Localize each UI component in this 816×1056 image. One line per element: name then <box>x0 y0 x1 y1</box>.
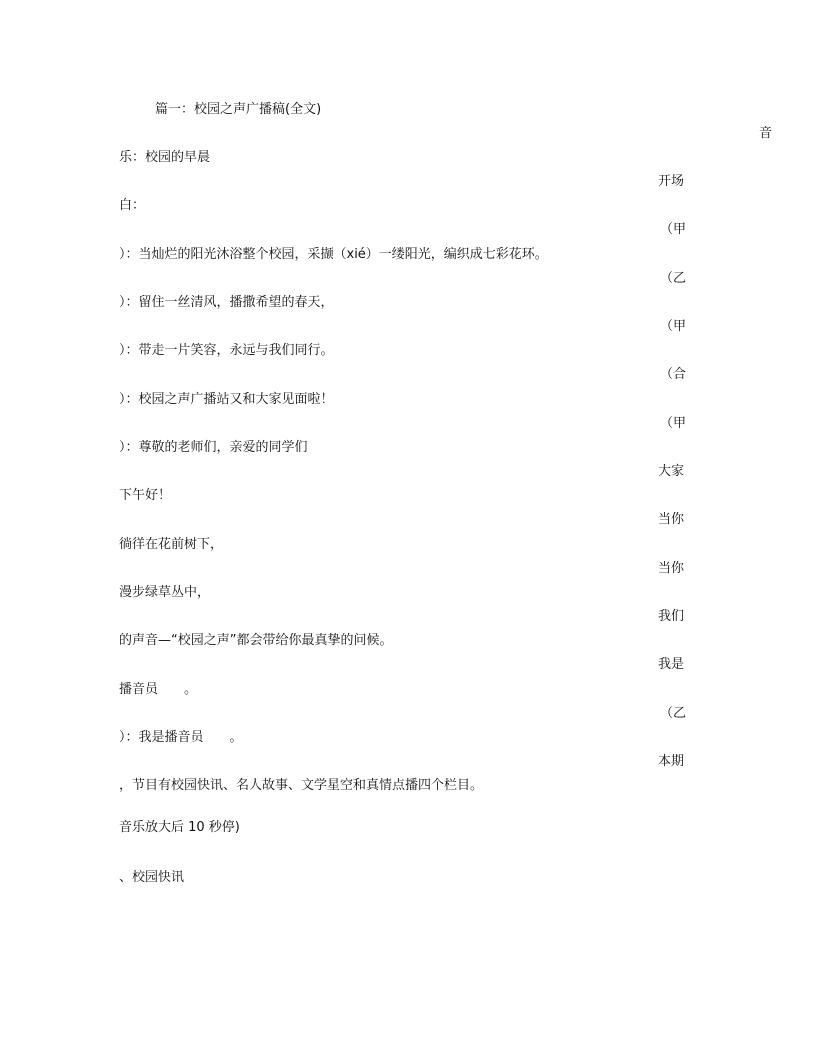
text-line: ）：尊敬的老师们，亲爱的同学们 <box>119 440 308 455</box>
text-line: 下午好！ <box>119 488 172 503</box>
text-line: 音 <box>759 126 773 141</box>
text-line: ）：留住一丝清风，播撒希望的春天， <box>119 295 334 310</box>
text-line: 开场 <box>658 174 685 189</box>
text-line: （甲 <box>660 416 687 431</box>
text-line: 白： <box>119 198 146 213</box>
text-line: 音乐放大后 10 秒停) <box>119 820 240 835</box>
text-line: 、校园快讯 <box>119 870 185 885</box>
text-line: （乙 <box>660 271 687 286</box>
text-line: 我是 <box>658 657 685 672</box>
text-line: ）：我是播音员 。 <box>119 730 243 745</box>
text-line: （甲 <box>660 319 687 334</box>
text-line: ）：带走一片笑容，永远与我们同行。 <box>119 343 334 358</box>
text-line: 的声音—“校园之声”都会带给你最真挚的问候。 <box>119 633 393 648</box>
text-line: ）：当灿烂的阳光沐浴整个校园，采撷（xié）一缕阳光，编织成七彩花环。 <box>119 247 548 262</box>
text-line: 徜徉在花前树下， <box>119 537 224 552</box>
text-line: （甲 <box>660 222 687 237</box>
text-line: 播音员 。 <box>119 682 198 697</box>
text-line: 漫步绿草丛中， <box>119 585 211 600</box>
text-line: 本期 <box>658 754 685 769</box>
document-title: 篇一：校园之声广播稿(全文) <box>155 102 322 117</box>
text-line: ，节目有校园快讯、名人故事、文学星空和真情点播四个栏目。 <box>119 778 484 793</box>
text-line: 大家 <box>658 464 685 479</box>
text-line: 我们 <box>658 609 685 624</box>
text-line: （合 <box>660 367 687 382</box>
text-line: （乙 <box>660 706 687 721</box>
text-line: ）：校园之声广播站又和大家见面啦！ <box>119 392 334 407</box>
text-line: 当你 <box>658 561 685 576</box>
text-line: 当你 <box>658 512 685 527</box>
text-line: 乐：校园的早晨 <box>119 150 211 165</box>
